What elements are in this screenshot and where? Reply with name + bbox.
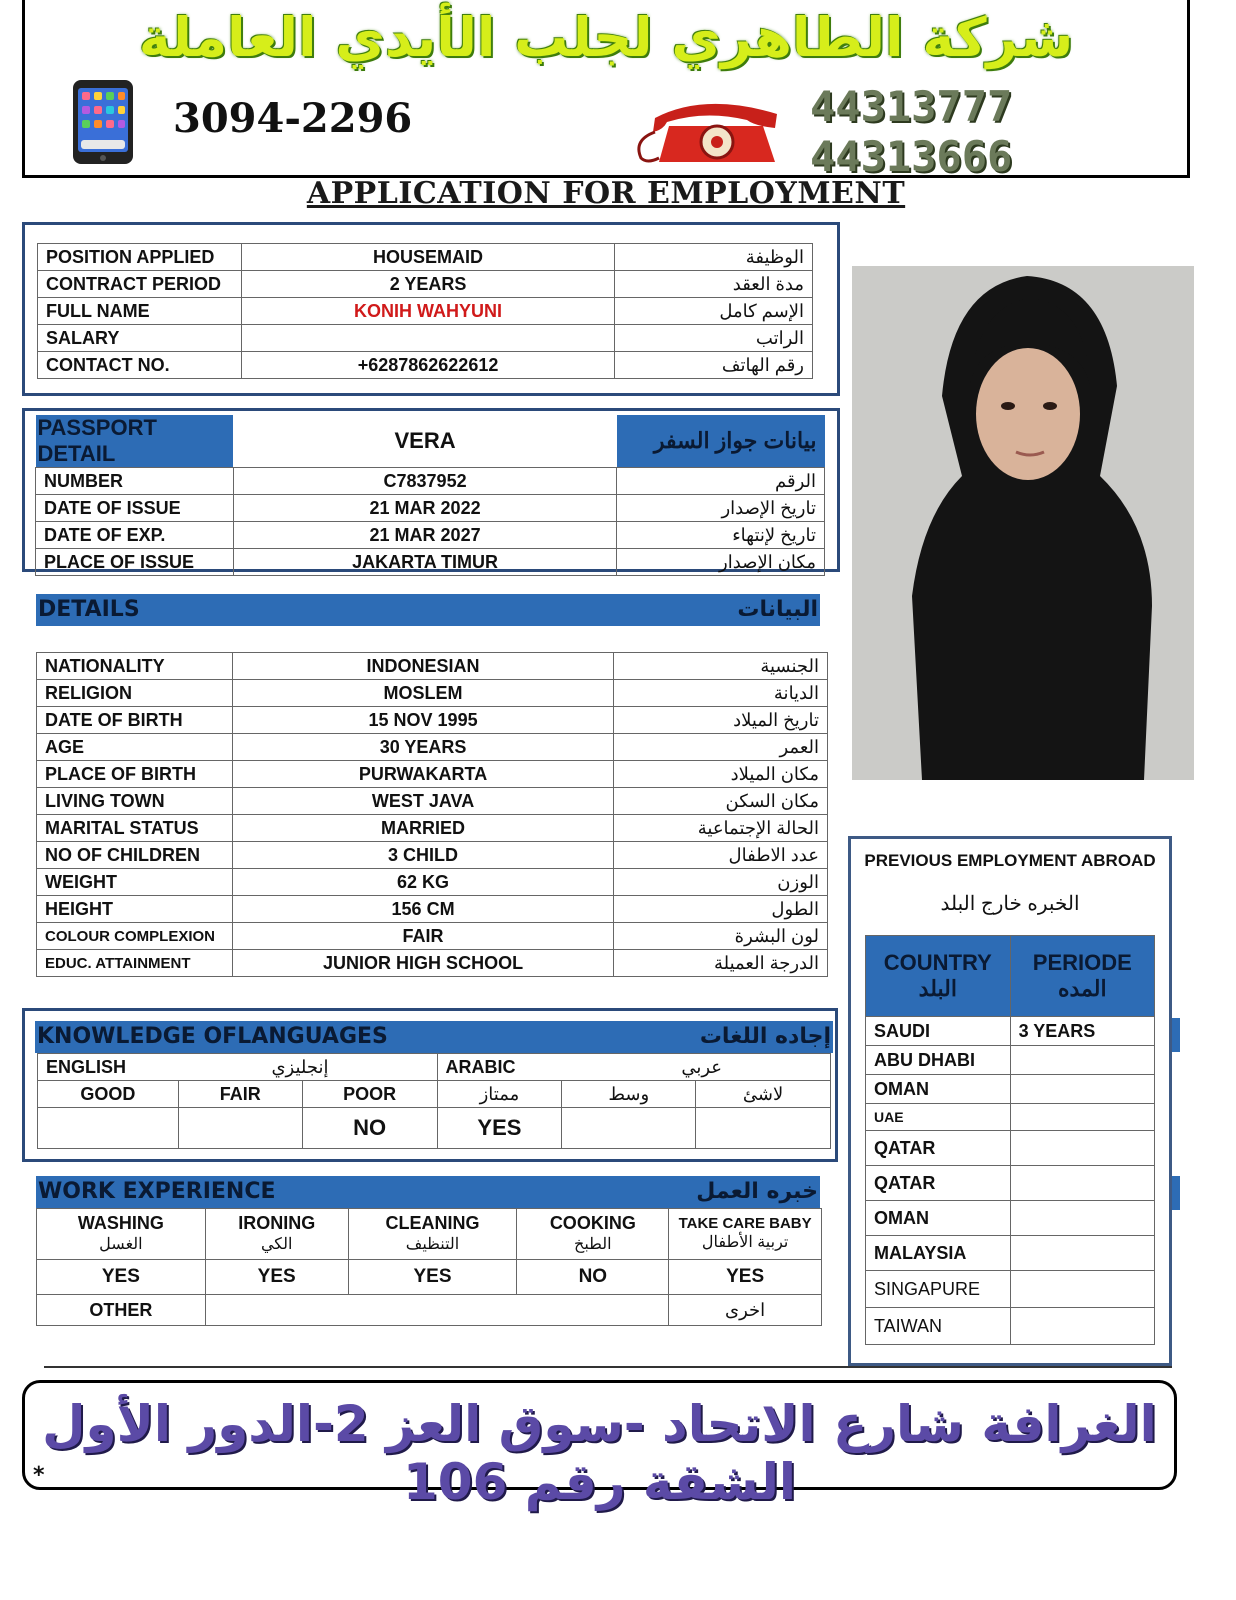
row-label-ar: الرقم [617, 468, 825, 495]
skill-header [37, 1209, 206, 1260]
table-row [38, 271, 813, 298]
language-level: FAIR [178, 1081, 302, 1108]
skill-name-ar: الغسل [99, 1236, 143, 1254]
period-cell [1010, 1166, 1154, 1201]
row-label: CONTACT NO. [38, 352, 242, 379]
smartphone-icon [71, 78, 135, 166]
languages-section [22, 1008, 838, 1162]
table-row [37, 950, 828, 977]
period-header-ar: المده [1057, 976, 1107, 1001]
period-cell [1010, 1104, 1154, 1131]
row-value: 30 YEARS [232, 734, 613, 761]
skill-value: NO [517, 1260, 669, 1295]
row-label: NUMBER [36, 468, 234, 495]
work-header [36, 1176, 820, 1208]
details-header-ar: البيانات [737, 597, 818, 622]
row-label-ar: الإسم كامل [615, 298, 813, 325]
row-label-ar: مكان الإصدار [617, 549, 825, 576]
row-label: PLACE OF BIRTH [37, 761, 233, 788]
position-section [22, 222, 840, 396]
period-cell [1010, 1131, 1154, 1166]
row-label: DATE OF BIRTH [37, 707, 233, 734]
languages-header-label: KNOWLEDGE OFLANGUAGES [37, 1024, 388, 1049]
table-row [37, 761, 828, 788]
period-cell [1010, 1271, 1154, 1308]
row-label-ar: مدة العقد [615, 271, 813, 298]
country-column-header [866, 936, 1011, 1017]
language-level: GOOD [38, 1081, 179, 1108]
english-cell [38, 1054, 438, 1081]
table-row [866, 1236, 1155, 1271]
skill-name: TAKE CARE BABY [678, 1214, 812, 1232]
row-label: DATE OF ISSUE [36, 495, 234, 522]
languages-header [35, 1021, 833, 1053]
arabic-label: ARABIC [445, 1056, 516, 1077]
skill-name: COOKING [549, 1212, 636, 1233]
skill-name-ar: تربية الأطفال [701, 1234, 789, 1252]
skill-name-ar: التنظيف [405, 1236, 460, 1254]
skill-header [517, 1209, 669, 1260]
table-row [37, 707, 828, 734]
row-label-ar: الجنسية [614, 653, 828, 680]
company-name: شركة الطاهري لجلب الأيدي العاملة [138, 6, 1074, 69]
country-cell: UAE [866, 1104, 1011, 1131]
row-label-ar: تاريخ الميلاد [614, 707, 828, 734]
row-label: EDUC. ATTAINMENT [37, 950, 233, 977]
telephone-icon [625, 92, 785, 168]
row-label-ar: لون البشرة [614, 923, 828, 950]
footer-mark: * [33, 1463, 45, 1488]
row-label: WEIGHT [37, 869, 233, 896]
table-row [37, 869, 828, 896]
language-value [562, 1108, 696, 1149]
row-label-ar: مكان السكن [614, 788, 828, 815]
row-label: PLACE OF ISSUE [36, 549, 234, 576]
row-label-ar: الطول [614, 896, 828, 923]
table-row [37, 923, 828, 950]
letterhead [22, 0, 1190, 181]
language-value: NO [302, 1108, 437, 1149]
table-row [38, 325, 813, 352]
country-header-ar: البلد [918, 976, 957, 1001]
table-row [37, 842, 828, 869]
details-header-label: DETAILS [38, 597, 140, 622]
row-label-ar: الحالة الإجتماعية [614, 815, 828, 842]
period-cell [1010, 1201, 1154, 1236]
country-cell: OMAN [866, 1201, 1011, 1236]
table-row [37, 788, 828, 815]
passport-section [22, 408, 840, 572]
row-value: MARRIED [232, 815, 613, 842]
row-value [241, 325, 614, 352]
row-label-ar: تاريخ الإصدار [617, 495, 825, 522]
row-label: COLOUR COMPLEXION [37, 923, 233, 950]
skill-name-ar: الكي [260, 1236, 293, 1254]
row-value: 3 CHILD [232, 842, 613, 869]
arabic-cell [437, 1054, 831, 1081]
row-value: MOSLEM [232, 680, 613, 707]
work-header-label: WORK EXPERIENCE [38, 1179, 276, 1204]
previous-title: PREVIOUS EMPLOYMENT ABROAD [864, 851, 1156, 870]
language-level: POOR [302, 1081, 437, 1108]
row-value: 156 CM [232, 896, 613, 923]
period-cell [1010, 1075, 1154, 1104]
language-value [178, 1108, 302, 1149]
country-cell: TAIWAN [866, 1308, 1011, 1345]
row-value: 21 MAR 2027 [233, 522, 616, 549]
row-label-ar: عدد الاطفال [614, 842, 828, 869]
row-label: POSITION APPLIED [38, 244, 242, 271]
phone-number-1: 44313777 [810, 82, 1013, 131]
table-row [866, 1046, 1155, 1075]
row-label-ar: الراتب [615, 325, 813, 352]
language-value [38, 1108, 179, 1149]
table-row [866, 1075, 1155, 1104]
row-label: RELIGION [37, 680, 233, 707]
table-row [37, 653, 828, 680]
row-label: MARITAL STATUS [37, 815, 233, 842]
row-label: FULL NAME [38, 298, 242, 325]
address: الغرافة شارع الاتحاد -سوق العز 2-الدور الأول الشقة رقم 106 [42, 1395, 1157, 1511]
table-row [866, 1104, 1155, 1131]
skill-header [205, 1209, 348, 1260]
period-cell [1010, 1308, 1154, 1345]
row-label-ar: الديانة [614, 680, 828, 707]
work-header-ar: خبره العمل [696, 1179, 818, 1204]
skill-header [348, 1209, 517, 1260]
other-value [205, 1295, 668, 1326]
languages-header-ar: إجاده اللغات [699, 1024, 831, 1049]
row-label: HEIGHT [37, 896, 233, 923]
language-value [696, 1108, 831, 1149]
table-row [866, 1271, 1155, 1308]
work-table [36, 1208, 822, 1326]
form-title: APPLICATION FOR EMPLOYMENT [306, 176, 906, 211]
country-cell: QATAR [866, 1131, 1011, 1166]
table-row [866, 1017, 1155, 1046]
passport-header-value: VERA [394, 428, 456, 453]
other-ar: اخرى [669, 1295, 822, 1326]
applicant-photo [852, 266, 1194, 780]
row-value: KONIH WAHYUNI [241, 298, 614, 325]
row-label: NO OF CHILDREN [37, 842, 233, 869]
row-value: +6287862622612 [241, 352, 614, 379]
country-cell: OMAN [866, 1075, 1011, 1104]
accent-tab [1172, 1176, 1180, 1210]
row-value: 15 NOV 1995 [232, 707, 613, 734]
row-label-ar: الوزن [614, 869, 828, 896]
passport-header-label: PASSPORT DETAIL [36, 415, 234, 468]
table-row [38, 298, 813, 325]
previous-employment-section [848, 836, 1172, 1366]
period-header-en: PERIODE [1032, 950, 1132, 975]
previous-table [865, 935, 1155, 1345]
country-cell: SINGAPURE [866, 1271, 1011, 1308]
details-table [36, 652, 828, 977]
table-row [38, 244, 813, 271]
country-cell: SAUDI [866, 1017, 1011, 1046]
row-value: WEST JAVA [232, 788, 613, 815]
passport-table [35, 415, 825, 576]
row-label: CONTRACT PERIOD [38, 271, 242, 298]
table-row [36, 468, 825, 495]
row-value: 21 MAR 2022 [233, 495, 616, 522]
table-row [866, 1166, 1155, 1201]
skill-name: WASHING [77, 1212, 164, 1233]
row-label-ar: الوظيفة [615, 244, 813, 271]
row-label: DATE OF EXP. [36, 522, 234, 549]
row-label-ar: تاريخ لإنتهاء [617, 522, 825, 549]
row-value: 62 KG [232, 869, 613, 896]
table-row [37, 896, 828, 923]
skill-name: IRONING [238, 1212, 316, 1233]
table-row [36, 549, 825, 576]
row-label-ar: مكان الميلاد [614, 761, 828, 788]
table-row [866, 1131, 1155, 1166]
row-label: AGE [37, 734, 233, 761]
skill-value: YES [37, 1260, 206, 1295]
skill-value: YES [205, 1260, 348, 1295]
period-cell [1010, 1236, 1154, 1271]
languages-table [37, 1053, 831, 1149]
mobile-number: 3094-2296 [173, 95, 413, 142]
skill-value: YES [669, 1260, 822, 1295]
language-level: ممتاز [437, 1081, 562, 1108]
phone-number-2: 44313666 [810, 132, 1013, 181]
period-cell: 3 YEARS [1010, 1017, 1154, 1046]
details-header [36, 594, 820, 626]
row-value: JUNIOR HIGH SCHOOL [232, 950, 613, 977]
language-level: وسط [562, 1081, 696, 1108]
table-row [37, 680, 828, 707]
divider [44, 1366, 1172, 1368]
table-row [866, 1201, 1155, 1236]
address-footer [22, 1380, 1177, 1511]
english-label: ENGLISH [46, 1056, 127, 1077]
country-cell: MALAYSIA [866, 1236, 1011, 1271]
skill-value: YES [348, 1260, 517, 1295]
row-value: INDONESIAN [232, 653, 613, 680]
table-row [38, 352, 813, 379]
language-value: YES [437, 1108, 562, 1149]
skill-name: CLEANING [385, 1212, 480, 1233]
position-table [37, 243, 813, 379]
row-value: FAIR [232, 923, 613, 950]
country-cell: ABU DHABI [866, 1046, 1011, 1075]
row-value: JAKARTA TIMUR [233, 549, 616, 576]
row-value: C7837952 [233, 468, 616, 495]
table-row [36, 495, 825, 522]
skill-header [669, 1209, 822, 1260]
table-row [36, 522, 825, 549]
period-cell [1010, 1046, 1154, 1075]
period-column-header [1010, 936, 1154, 1017]
row-label-ar: الدرجة العميلة [614, 950, 828, 977]
row-label-ar: رقم الهاتف [615, 352, 813, 379]
row-value: HOUSEMAID [241, 244, 614, 271]
table-row [866, 1308, 1155, 1345]
accent-tab [1172, 1018, 1180, 1052]
table-row [37, 815, 828, 842]
english-ar: إنجليزي [271, 1056, 329, 1077]
country-cell: QATAR [866, 1166, 1011, 1201]
row-value: PURWAKARTA [232, 761, 613, 788]
table-row [37, 734, 828, 761]
skill-name-ar: الطبخ [574, 1236, 612, 1254]
row-label: LIVING TOWN [37, 788, 233, 815]
row-label-ar: العمر [614, 734, 828, 761]
previous-title-ar: الخبره خارج البلد [940, 893, 1080, 915]
arabic-ar: عربي [681, 1056, 722, 1077]
passport-header-ar: بيانات جواز السفر [617, 415, 825, 468]
language-level: لاشئ [696, 1081, 831, 1108]
row-label: SALARY [38, 325, 242, 352]
country-header-en: COUNTRY [883, 950, 992, 975]
other-label: OTHER [37, 1295, 206, 1326]
row-value: 2 YEARS [241, 271, 614, 298]
row-label: NATIONALITY [37, 653, 233, 680]
